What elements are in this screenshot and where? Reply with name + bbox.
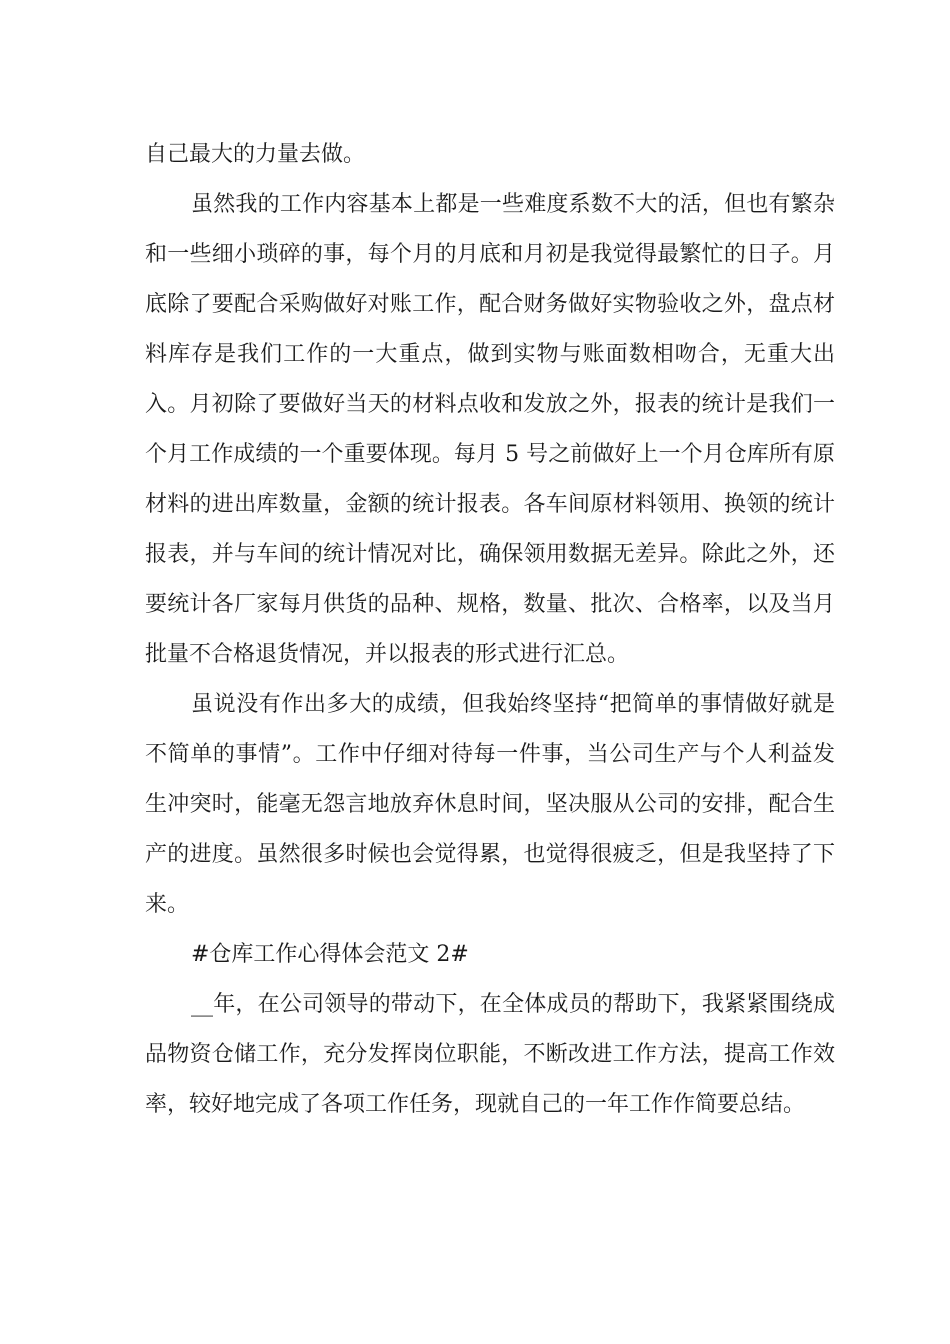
paragraph-continuation: 自己最大的力量去做。	[145, 142, 366, 167]
paragraph-work-content: 虽然我的工作内容基本上都是一些难度系数不大的活，但也有繁杂和一些细小琐碎的事，每个月的月底和月初是我觉得最繁忙的日子。月底除了要配合采购做好对账工作，配合财务做好实物验收之外，盘点材料库存是我们工作的一大重点，做到实物与账面数相吻合，无重大出入。月初除了要做好当天的材料点收和发放之外，报表的统计是我们一个月工作成绩的一个重要体现。每月 5 号之前做好上一个月仓库所有原材料的进出库数量，金额的统计报表。各车间原材料领用、换领的统计报表，并与车间的统计情况对比，确保领用数据无差异。除此之外，还要统计各厂家每月供货的品种、规格，数量、批次、合格率，以及当月批量不合格退货情况，并以报表的形式进行汇总。	[145, 192, 835, 667]
paragraph-persistence: 虽说没有作出多大的成绩，但我始终坚持“把简单的事情做好就是不简单的事情”。工作中仔细对待每一件事，当公司生产与个人利益发生冲突时，能毫无怨言地放弃休息时间，坚决服从公司的安排，配合生产的进度。虽然很多时候也会觉得累，也觉得很疲乏，但是我坚持了下来。	[145, 692, 835, 917]
paragraph-annual-summary: __年，在公司领导的带动下，在全体成员的帮助下，我紧紧围绕成品物资仓储工作，充分发挥岗位职能，不断改进工作方法，提高工作效率，较好地完成了各项工作任务，现就自己的一年工作作简要总结。	[145, 992, 835, 1117]
document-body	[145, 130, 835, 1130]
section-heading: #仓库工作心得体会范文 2#	[191, 942, 469, 967]
